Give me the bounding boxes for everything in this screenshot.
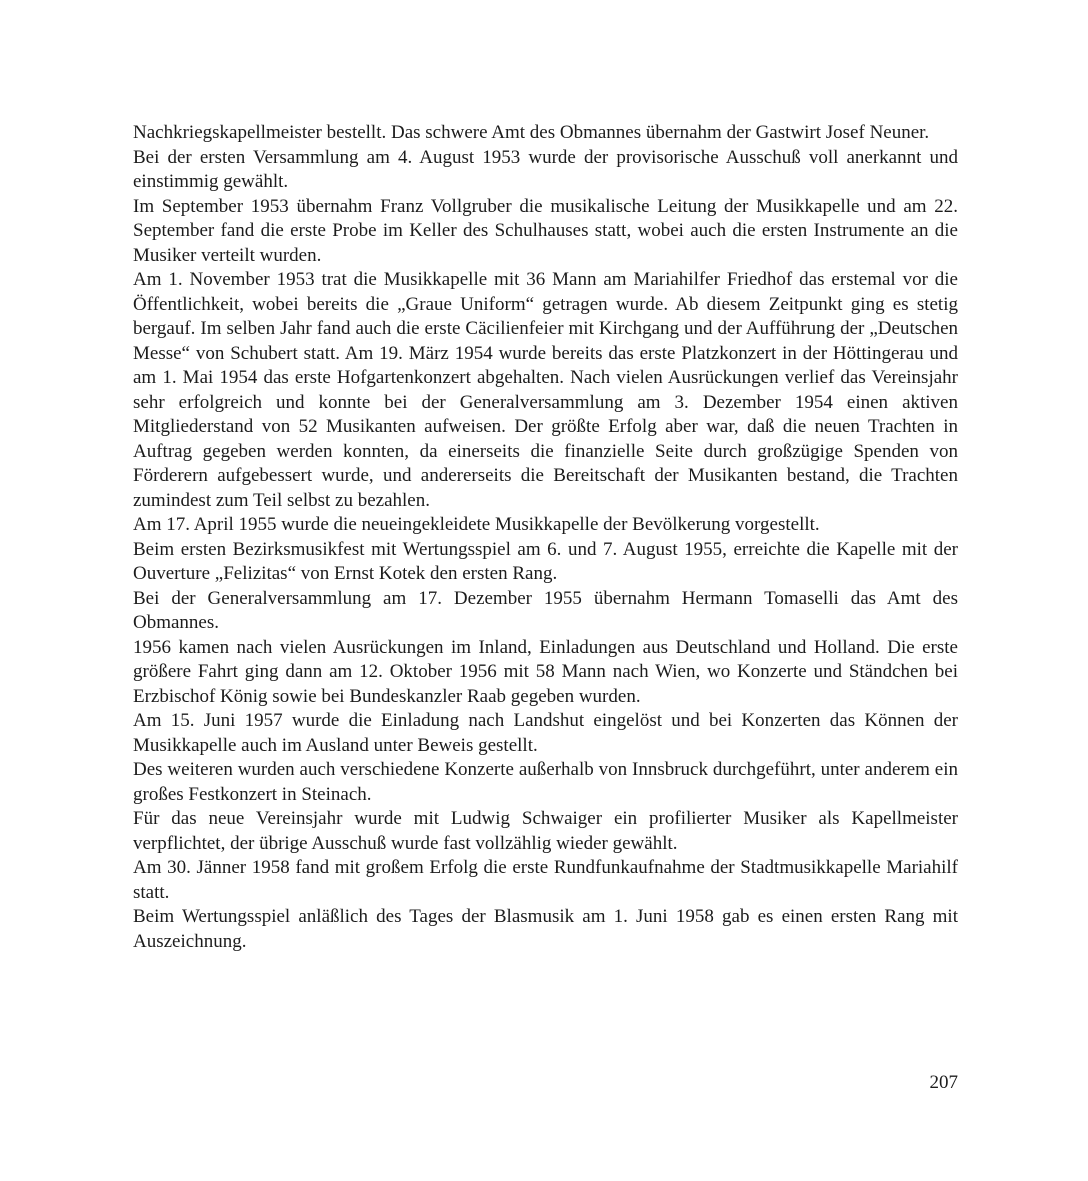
page-number: 207	[929, 1072, 958, 1093]
page-body	[133, 121, 958, 954]
paragraph: Im September 1953 übernahm Franz Vollgruber die musikalische Leitung der Musikkapelle und am 22. September fand die erste Probe im Keller des Schulhauses statt, wobei auch die ersten Instrumente an die Musiker verteilt wurden.	[133, 195, 958, 266]
paragraph: Des weiteren wurden auch verschiedene Konzerte außerhalb von Innsbruck durchgeführt, unter anderem ein großes Festkonzert in Steinach.	[133, 759, 958, 805]
paragraph: Am 30. Jänner 1958 fand mit großem Erfolg die erste Rundfunkaufnahme der Stadtmusikkapelle Mariahilf statt.	[133, 857, 958, 903]
paragraph: Am 1. November 1953 trat die Musikkapelle mit 36 Mann am Mariahilfer Friedhof das erstemal vor die Öffentlichkeit, wobei bereits die „Graue Uniform“ getragen wurde. Ab diesem Zeitpunkt ging es stetig bergauf. Im selben Jahr fand auch die erste Cäcilienfeier mit Kirchgang und der Aufführung der „Deutschen Messe“ von Schubert statt. Am 19. März 1954 wurde bereits das erste Platzkonzert in der Höttingerau und am 1. Mai 1954 das erste Hofgartenkonzert abgehalten. Nach vielen Ausrückungen verlief das Vereinsjahr sehr erfolgreich und konnte bei der Generalversammlung am 3. Dezember 1954 einen aktiven Mitgliederstand von 52 Musikanten aufweisen. Der größte Erfolg aber war, daß die neuen Trachten in Auftrag gegeben werden konnten, da einerseits die finanzielle Seite durch großzügige Spenden von Förderern aufgebessert wurde, und andererseits die Bereitschaft der Musikanten bestand, die Trachten zumindest zum Teil selbst zu bezahlen.	[133, 269, 958, 511]
paragraph: Am 15. Juni 1957 wurde die Einladung nach Landshut eingelöst und bei Konzerten das Können der Musikkapelle auch im Ausland unter Beweis gestellt.	[133, 710, 958, 756]
paragraph: 1956 kamen nach vielen Ausrückungen im Inland, Einladungen aus Deutschland und Holland. Die erste größere Fahrt ging dann am 12. Oktober 1956 mit 58 Mann nach Wien, wo Konzerte und Ständchen bei Erzbischof König sowie bei Bundeskanzler Raab gegeben wurden.	[133, 636, 958, 707]
paragraph: Am 17. April 1955 wurde die neueingekleidete Musikkapelle der Bevölkerung vorgestellt.	[133, 514, 820, 535]
paragraph: Bei der Generalversammlung am 17. Dezember 1955 übernahm Hermann Tomaselli das Amt des Obmannes.	[133, 587, 958, 633]
paragraph: Beim ersten Bezirksmusikfest mit Wertungsspiel am 6. und 7. August 1955, erreichte die Kapelle mit der Ouverture „Felizitas“ von Ernst Kotek den ersten Rang.	[133, 538, 958, 584]
paragraph: Nachkriegskapellmeister bestellt. Das schwere Amt des Obmannes übernahm der Gastwirt Josef Neuner.	[133, 122, 930, 143]
paragraph: Für das neue Vereinsjahr wurde mit Ludwig Schwaiger ein profilierter Musiker als Kapellmeister verpflichtet, der übrige Ausschuß wurde fast vollzählig wieder gewählt.	[133, 808, 958, 854]
paragraph: Bei der ersten Versammlung am 4. August 1953 wurde der provisorische Ausschuß voll anerkannt und einstimmig gewählt.	[133, 146, 958, 192]
paragraph: Beim Wertungsspiel anläßlich des Tages der Blasmusik am 1. Juni 1958 gab es einen ersten Rang mit Auszeichnung.	[133, 906, 958, 952]
